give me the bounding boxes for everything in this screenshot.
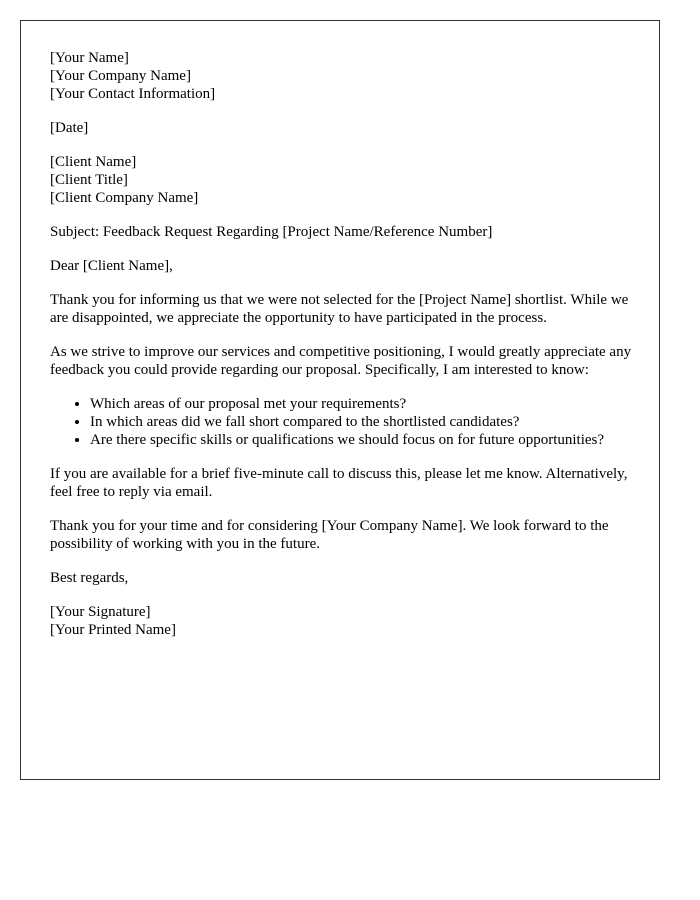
paragraph-call: If you are available for a brief five-minute call to discuss this, please let me know. Alternatively, feel free to reply via email. — [50, 466, 628, 500]
letter-date: [Date] — [50, 120, 89, 136]
sender-contact: [Your Contact Information] — [50, 86, 216, 102]
letter-body — [50, 49, 636, 655]
list-item: • Are there specific skills or qualifications we should focus on for future opportunities? — [90, 431, 636, 449]
paragraph-intro: Thank you for informing us that we were not selected for the [Project Name] shortlist. While we are disappointed, we appreciate the opportunity to have participated in the process. — [50, 292, 629, 326]
paragraph-request: As we strive to improve our services and competitive positioning, I would greatly appreciate any feedback you could provide regarding our proposal. Specifically, I am interested to know: — [50, 344, 632, 378]
recipient-name: [Client Name] — [50, 154, 137, 170]
signature: [Your Signature] — [50, 604, 151, 620]
paragraph-thanks: Thank you for your time and for considering [Your Company Name]. We look forward to the possibility of working with you in the future. — [50, 518, 609, 552]
sender-block — [50, 49, 636, 103]
salutation: Dear [Client Name], — [50, 258, 173, 274]
date-block — [50, 119, 636, 137]
list-item: • Which areas of our proposal met your requirements? — [90, 395, 636, 413]
signature-block — [50, 603, 636, 639]
recipient-block — [50, 153, 636, 207]
recipient-title: [Client Title] — [50, 172, 128, 188]
question-list — [50, 395, 636, 449]
sender-company: [Your Company Name] — [50, 68, 191, 84]
list-item: • In which areas did we fall short compared to the shortlisted candidates? — [90, 413, 636, 431]
subject-line: Subject: Feedback Request Regarding [Project Name/Reference Number] — [50, 224, 493, 240]
closing: Best regards, — [50, 570, 129, 586]
recipient-company: [Client Company Name] — [50, 190, 199, 206]
sender-name: [Your Name] — [50, 50, 129, 66]
printed-name: [Your Printed Name] — [50, 622, 176, 638]
letter-page — [20, 20, 660, 780]
